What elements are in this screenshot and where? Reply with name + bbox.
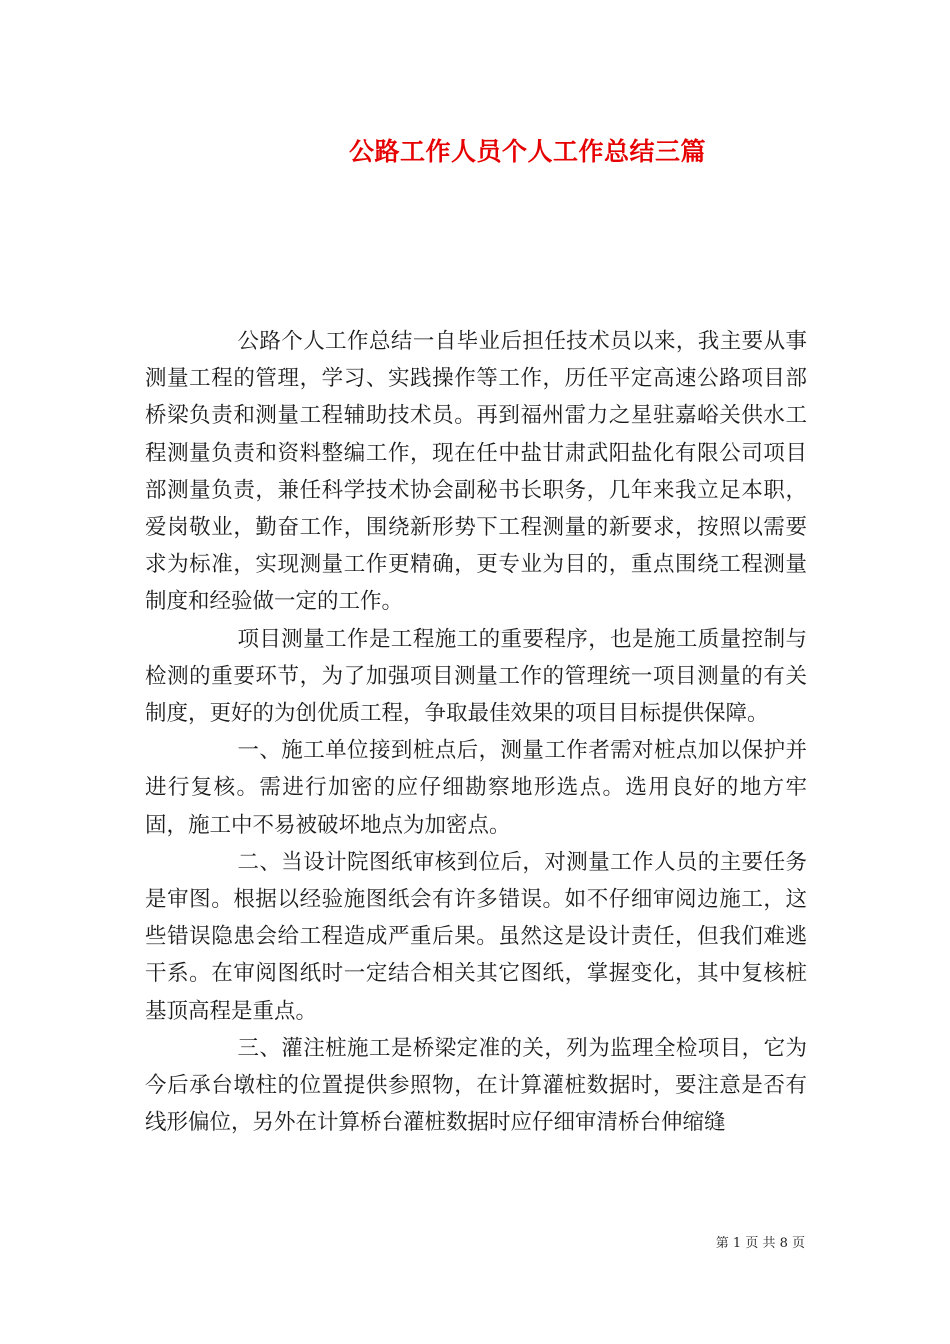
paragraph-5: 三、灌注桩施工是桥梁定准的关，列为监理全检项目，它为今后承台墩柱的位置提供参照物，在计算灌桩数据时，要注意是否有线形偏位，另外在计算桥台灌桩数据时应仔细审清桥台伸缩缝 xyxy=(145,1035,807,1136)
paragraph-2: 项目测量工作是工程施工的重要程序，也是施工质量控制与检测的重要环节，为了加强项目测量工作的管理统一项目测量的有关制度，更好的为创优质工程，争取最佳效果的项目目标提供保障。 xyxy=(145,626,807,727)
paragraph-1: 公路个人工作总结一自毕业后担任技术员以来，我主要从事测量工程的管理，学习、实践操作等工作，历任平定高速公路项目部桥梁负责和测量工程辅助技术员。再到福州雷力之星驻嘉峪关供水工程测量负责和资料整编工作，现在任中盐甘肃武阳盐化有限公司项目部测量负责，兼任科学技术协会副秘书长职务，几年来我立足本职，爱岗敬业，勤奋工作，围绕新形势下工程测量的新要求，按照以需要求为标准，实现测量工作更精确，更专业为目的，重点围绕工程测量制度和经验做一定的工作。 xyxy=(145,329,807,615)
document-title: 公路工作人员个人工作总结三篇 xyxy=(348,137,706,166)
document-body xyxy=(145,323,807,1141)
paragraph-3: 一、施工单位接到桩点后，测量工作者需对桩点加以保护并进行复核。需进行加密的应仔细勘察地形选点。选用良好的地方牢固，施工中不易被破坏地点为加密点。 xyxy=(145,738,807,838)
page-footer: 第 1 页 共 8 页 xyxy=(715,1236,805,1251)
paragraph-4: 二、当设计院图纸审核到位后，对测量工作人员的主要任务是审图。根据以经验施图纸会有许多错误。如不仔细审阅边施工，这些错误隐患会给工程造成严重后果。虽然这是设计责任，但我们难逃干系。在审阅图纸时一定结合相关其它图纸，掌握变化，其中复核桩基顶高程是重点。 xyxy=(145,849,807,1024)
